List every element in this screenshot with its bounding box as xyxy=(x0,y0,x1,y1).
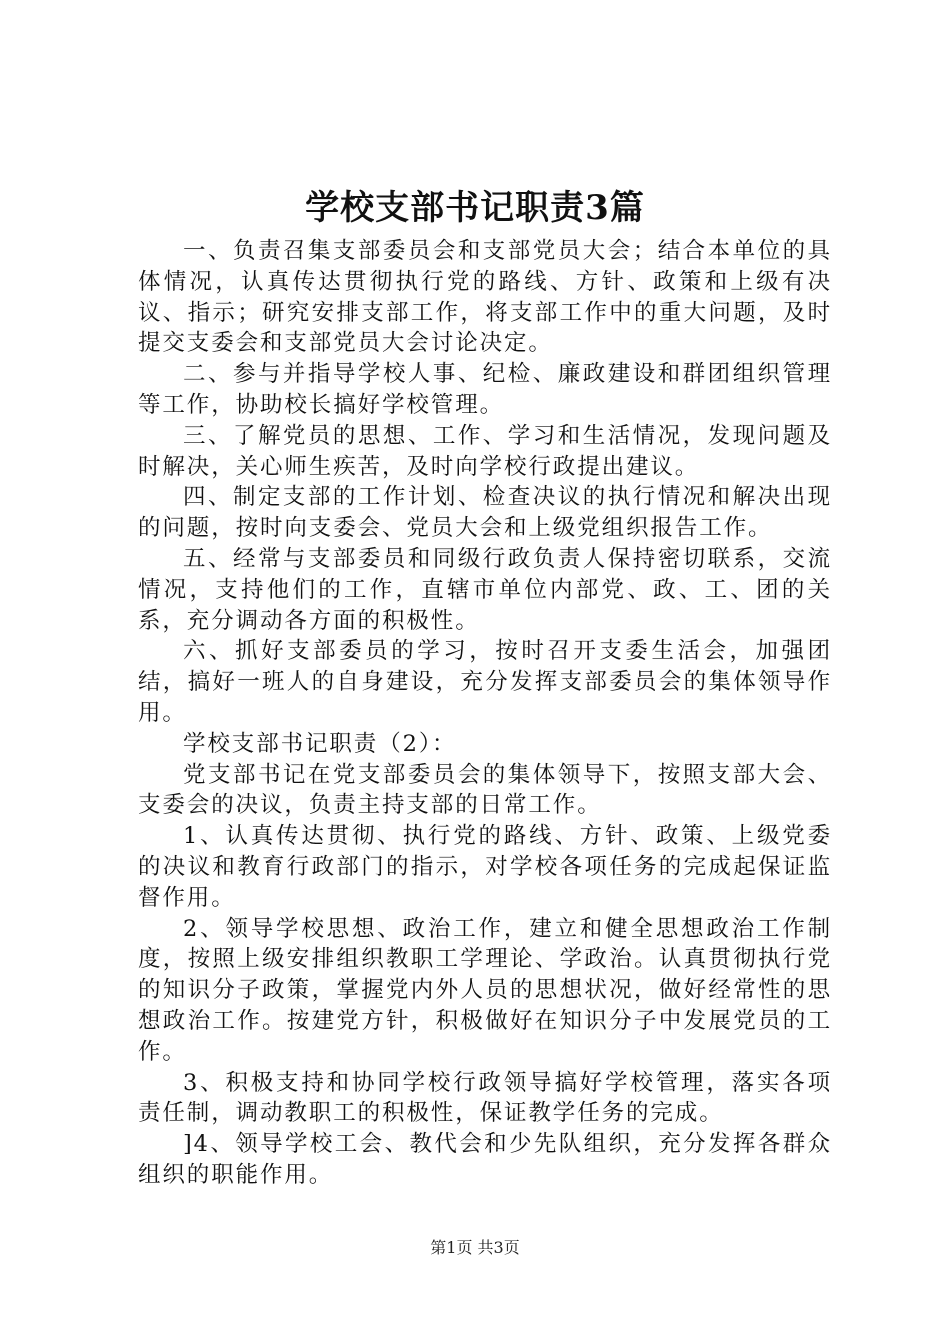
page-number-footer: 第1页 共3页 xyxy=(430,1238,520,1257)
paragraph-item-1: 1、认真传达贯彻、执行党的路线、方针、政策、上级党委的决议和教育行政部门的指示，对学校各项任务的完成起保证监督作用。 xyxy=(138,823,832,911)
document-body xyxy=(138,236,832,1191)
document-title: 学校支部书记职责3篇 xyxy=(305,188,645,228)
section-heading-2: 学校支部书记职责（2）： xyxy=(183,730,457,757)
paragraph-item-4: ]4、领导学校工会、教代会和少先队组织，充分发挥各群众组织的职能作用。 xyxy=(138,1131,832,1188)
paragraph-duty-3: 三、了解党员的思想、工作、学习和生活情况，发现问题及时解决，关心师生疾苦，及时向学校行政提出建议。 xyxy=(138,422,832,480)
paragraph-item-2: 2、领导学校思想、政治工作，建立和健全思想政治工作制度，按照上级安排组织教职工学理论、学政治。认真贯彻执行党的知识分子政策，掌握党内外人员的思想状况，做好经常性的思想政治工作。按建党方针，积极做好在知识分子中发展党员的工作。 xyxy=(138,915,832,1065)
paragraph-duty-1: 一、负责召集支部委员会和支部党员大会；结合本单位的具体情况，认真传达贯彻执行党的路线、方针、政策和上级有决议、指示；研究安排支部工作，将支部工作中的重大问题，及时提交支委会和支部党员大会讨论决定。 xyxy=(138,238,832,357)
paragraph-duty-2: 二、参与并指导学校人事、纪检、廉政建设和群团组织管理等工作，协助校长搞好学校管理。 xyxy=(138,361,832,418)
paragraph-item-3: 3、积极支持和协同学校行政领导搞好学校管理，落实各项责任制，调动教职工的积极性，保证教学任务的完成。 xyxy=(138,1069,832,1127)
paragraph-duty-6: 六、抓好支部委员的学习，按时召开支委生活会，加强团结，搞好一班人的自身建设，充分发挥支部委员会的集体领导作用。 xyxy=(138,638,832,726)
paragraph-duty-4: 四、制定支部的工作计划、检查决议的执行情况和解决出现的问题，按时向支委会、党员大会和上级党组织报告工作。 xyxy=(138,484,832,542)
paragraph-duty-5: 五、经常与支部委员和同级行政负责人保持密切联系，交流情况，支持他们的工作，直辖市单位内部党、政、工、团的关系，充分调动各方面的积极性。 xyxy=(138,545,832,634)
paragraph-intro-2: 党支部书记在党支部委员会的集体领导下，按照支部大会、支委会的决议，负责主持支部的日常工作。 xyxy=(138,761,832,819)
